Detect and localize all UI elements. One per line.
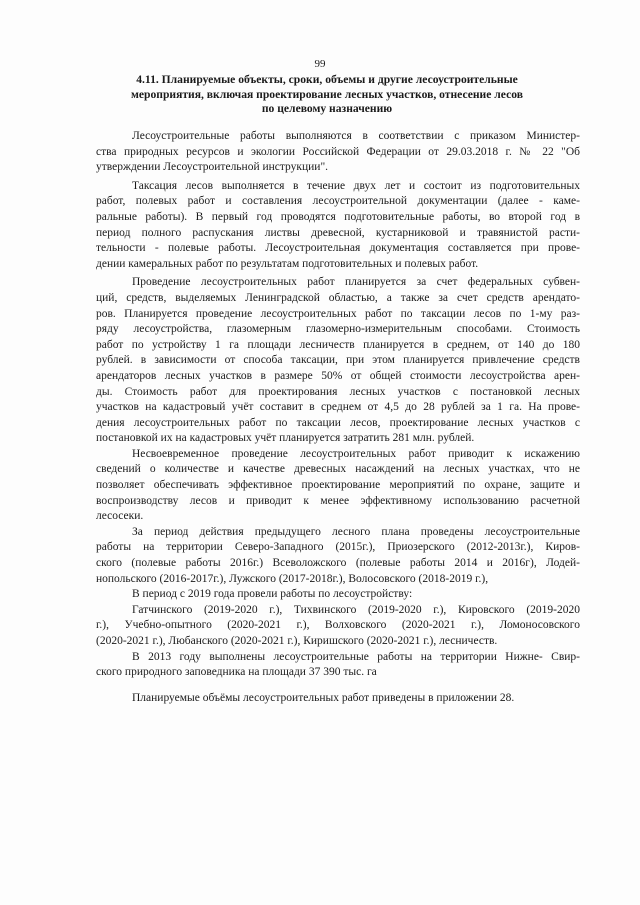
text-line: Лесоустроительные работы выполняются в соответствии с приказом Министер- [132,130,580,142]
paragraph [96,179,580,273]
paragraph [96,691,580,707]
text-line: Проведение лесоустроительных работ планируется за счет федеральных субвен- [132,276,580,289]
text-line: ского (полевые работы 2016г.) Всеволожского (полевые работы 2014 и 2016г), Лодей- [96,557,580,570]
text-line: работы на территории Северо-Западного (2015г.), Приозерского (2012-2013г.), Киров- [96,541,580,554]
text-line: позволяет обеспечивать эффективное проектирование мероприятий по охране, защите и [96,479,580,492]
text-line: ров. Планируется проведение лесоустроительных работ по таксации лесов по 1-му раз- [96,307,580,320]
text-line: ства природных ресурсов и экологии Российской Федерации от 29.03.2018 г. № 22 "Об [96,145,580,158]
text-line: лесосеки. [96,510,144,523]
text-line: ды. Стоимость работ для проектирования лесных участков с постановкой лесных [96,385,580,398]
paragraph [96,650,580,681]
text-line: Гатчинского (2019-2020 г.), Тихвинского (2019-2020 г.), Кировского (2019-2020 [132,603,580,616]
text-line: В 2013 году выполнены лесоустроительные работы на территории Нижне- Свир- [132,650,580,663]
text-line: ций, средств, выделяемых Ленинградской областью, а также за счет средств арендато- [96,291,580,304]
paragraph [96,525,580,587]
paragraph [96,275,580,447]
heading-line: мероприятия, включая проектирование лесных участков, отнесение лесов [130,87,523,101]
paragraph [96,447,580,525]
text-line: нопольского (2016-2017г.), Лужского (2017-2018г.), Волосовского (2018-2019 г.), [96,572,489,585]
text-line: дении камеральных работ по результатам подготовительных и полевых работ. [96,257,479,270]
text-line: воспроизводству лесов и приводит к менее эффективному использованию расчетной [96,494,580,507]
text-line: период полного распускания листвы древесной, кустарниковой и травянистой расти- [96,226,580,239]
text-line: (2020-2021 г.), Любанского (2020-2021 г.), Киришского (2020-2021 г.), лесничеств. [96,635,498,647]
text-line: За период действия предыдущего лесного плана проведены лесоустроительные [132,525,580,538]
text-line: Таксация лесов выполняется в течение двух лет и состоит из подготовительных [132,179,580,192]
text-line: рублей. в зависимости от способа таксации, при этом планируется привлечение средств [96,354,580,367]
text-line: ряду лесоустройства, глазомерным глазомерно-измерительным способами. Стоимость [96,323,580,336]
text-line: ральные работы). В первый год проводятся подготовительные работы, во второй год в [96,210,580,223]
heading-line: 4.11. Планируемые объекты, сроки, объемы и другие лесоустроительные [136,73,518,86]
section-heading [96,73,558,117]
document-body [96,129,580,706]
paragraph [96,587,580,603]
text-line: работ по устройству 1 га площади лесничеств планируется в среднем, от 140 до 180 [96,338,580,351]
text-line: дения лесоустроительных работ по таксации лесов, проектирование лесных участков с [96,416,580,429]
page-number: 99 [314,58,326,70]
paragraph [96,129,580,176]
text-line: В период с 2019 года провели работы по лесоустройству: [132,588,413,601]
text-line: участков на кадастровый учёт составит в среднем от 4,5 до 28 рублей за 1 га. На прове- [96,401,580,414]
text-line: утверждении Лесоустроительной инструкции". [96,161,329,174]
text-line: постановкой их на кадастровых учёт планируется затратить 281 млн. рублей. [96,432,475,445]
text-line: Планируемые объёмы лесоустроительных работ приведены в приложении 28. [132,691,515,704]
text-line: работ, полевых работ и составления лесоустроительной документации (далее - каме- [96,195,580,208]
text-line: арендаторов лесных участков в размере 50% от общей стоимости лесоустройства арен- [96,369,580,382]
paragraph [96,603,580,650]
text-line: тельности - полевые работы. Лесоустроительная документация составляется при прове- [96,242,580,255]
text-line: ского природного заповедника на площади 37 390 тыс. га [96,666,377,679]
heading-line: по целевому назначению [261,102,393,115]
text-line: сведений о количестве и качестве древесных насаждений на лесных участках, что не [96,463,580,476]
text-line: Несвоевременное проведение лесоустроительных работ приводит к искажению [132,447,580,460]
text-line: г.), Учебно-опытного (2020-2021 г.), Волховского (2020-2021 г.), Ломоносовского [96,619,580,632]
